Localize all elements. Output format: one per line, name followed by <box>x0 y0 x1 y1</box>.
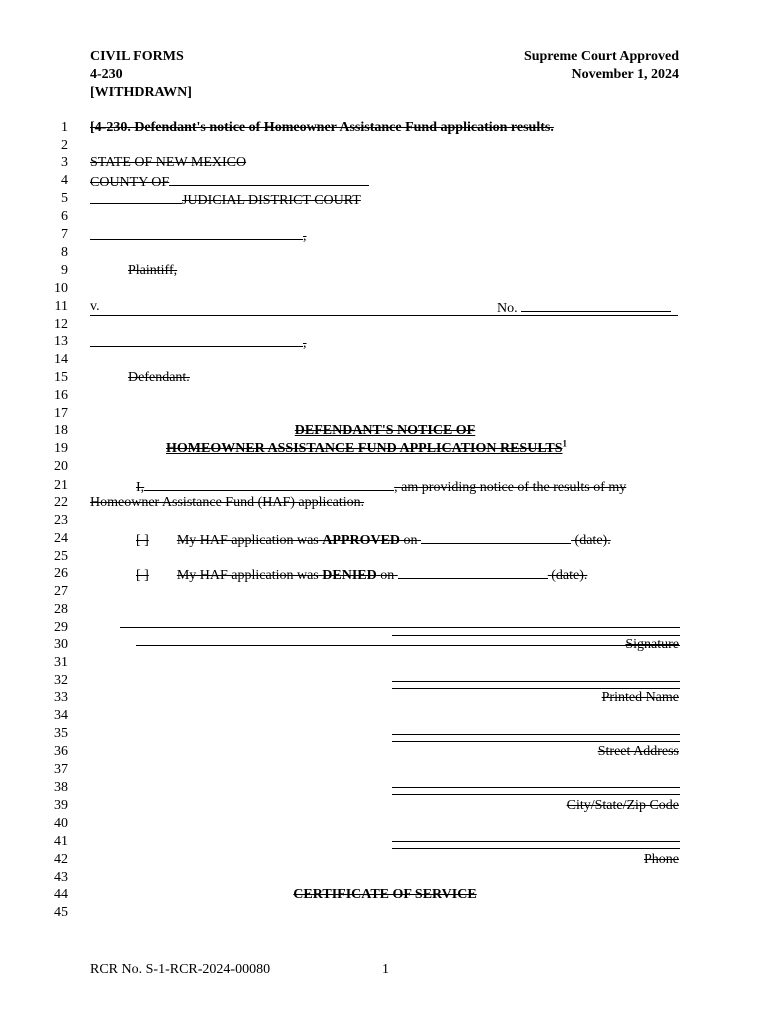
line-number: 42 <box>54 852 68 867</box>
line-number: 40 <box>54 816 68 831</box>
approved-text: My HAF application was <box>176 533 319 548</box>
approved-word: APPROVED <box>322 533 401 548</box>
statement-prefix: I, <box>136 480 145 495</box>
court-row <box>90 191 361 209</box>
denied-row <box>90 566 587 584</box>
street-address-label: Street Address <box>597 744 679 759</box>
line-number: 8 <box>61 245 68 260</box>
notice-title-2-row <box>166 438 567 457</box>
defendant-label: Defendant. <box>128 370 190 385</box>
line-number: 31 <box>54 655 68 670</box>
denied-on: on <box>380 568 395 583</box>
signature-label: Signature <box>625 637 679 652</box>
defendant-name-blank <box>90 334 303 347</box>
line-number: 27 <box>54 584 68 599</box>
line-number: 18 <box>54 423 68 438</box>
plaintiff-row <box>90 263 177 279</box>
header-left-1: CIVIL FORMS <box>90 49 184 64</box>
approved-on: on <box>403 533 418 548</box>
phone-label: Phone <box>644 852 679 867</box>
printed-name-line-2 <box>392 688 680 689</box>
plaintiff-name-blank <box>90 227 303 240</box>
denied-date-label: (date). <box>551 568 588 583</box>
county-row <box>90 173 369 191</box>
defendant-name-row <box>90 334 307 352</box>
state-label: STATE OF NEW MEXICO <box>90 155 247 170</box>
approved-row <box>90 531 611 549</box>
denied-checkbox: [ ] <box>136 568 149 583</box>
line-number: 9 <box>61 263 68 278</box>
statement-row-1 <box>136 478 626 496</box>
line-number: 32 <box>54 673 68 688</box>
line-number: 11 <box>54 299 68 314</box>
defendant-comma: , <box>303 336 307 351</box>
line-number: 24 <box>54 531 68 546</box>
line-number: 5 <box>61 191 68 206</box>
line-number: 1 <box>61 120 68 135</box>
approved-date-blank <box>421 531 571 544</box>
line-number: 36 <box>54 744 68 759</box>
certificate-title: CERTIFICATE OF SERVICE <box>293 887 477 902</box>
line-number: 28 <box>54 602 68 617</box>
case-no-row <box>497 299 671 317</box>
line-number: 10 <box>54 281 68 296</box>
line-number: 15 <box>54 370 68 385</box>
line-number: 2 <box>61 138 68 153</box>
line-number: 6 <box>61 209 68 224</box>
footer-page-number: 1 <box>382 962 389 977</box>
phone-line-2 <box>392 848 680 849</box>
statement-row-2: Homeowner Assistance Fund (HAF) application. <box>90 495 365 510</box>
line-number: 33 <box>54 690 68 705</box>
footer-rcr: RCR No. S-1-RCR-2024-00080 <box>90 962 271 977</box>
line-number: 29 <box>54 620 68 635</box>
signature-line <box>392 635 680 636</box>
line-number: 39 <box>54 798 68 813</box>
city-line-1 <box>392 787 680 788</box>
notice-title-2: HOMEOWNER ASSISTANCE FUND APPLICATION RESULTS <box>166 441 563 456</box>
line-number: 38 <box>54 780 68 795</box>
line-number: 44 <box>54 887 68 902</box>
plaintiff-label: Plaintiff, <box>128 263 178 278</box>
name-blank <box>144 478 394 491</box>
line-number: 4 <box>61 173 68 188</box>
denied-text: My HAF application was <box>176 568 319 583</box>
line-number: 45 <box>54 905 68 920</box>
header-left-3: [WITHDRAWN] <box>90 85 192 100</box>
line-number: 37 <box>54 762 68 777</box>
line-number: 43 <box>54 870 68 885</box>
line-number: 7 <box>61 227 68 242</box>
denied-word: DENIED <box>322 568 377 583</box>
line-number: 16 <box>54 388 68 403</box>
line-number: 12 <box>54 317 68 332</box>
footnote-mark: 1 <box>562 438 567 449</box>
signature-line-top <box>120 627 680 628</box>
street-address-line-1 <box>392 734 680 735</box>
city-state-zip-label: City/State/Zip Code <box>566 798 679 813</box>
line-number: 35 <box>54 726 68 741</box>
line-number: 30 <box>54 637 68 652</box>
line-number: 13 <box>54 334 68 349</box>
header-left-2: 4-230 <box>90 67 123 82</box>
line-number: 26 <box>54 566 68 581</box>
court-label: JUDICIAL DISTRICT COURT <box>182 193 361 208</box>
header-right-1: Supreme Court Approved <box>523 49 679 64</box>
form-title: [4-230. Defendant's notice of Homeowner Assistance Fund application results. <box>90 120 554 135</box>
versus-label: v. <box>90 299 100 314</box>
phone-line-1 <box>392 841 680 842</box>
signature-strike <box>136 645 680 646</box>
case-no-blank <box>521 299 671 312</box>
header-right-2: November 1, 2024 <box>571 67 679 82</box>
line-number: 21 <box>54 478 68 493</box>
line-number: 22 <box>54 495 68 510</box>
line-number: 17 <box>54 406 68 421</box>
district-blank <box>90 191 182 204</box>
printed-name-line-1 <box>392 681 680 682</box>
plaintiff-name-row <box>90 227 307 245</box>
line-number: 23 <box>54 513 68 528</box>
approved-checkbox: [ ] <box>136 533 149 548</box>
line-number: 25 <box>54 549 68 564</box>
county-label: COUNTY OF <box>90 175 170 190</box>
line-number: 41 <box>54 834 68 849</box>
street-address-line-2 <box>392 741 680 742</box>
defendant-row <box>90 370 190 386</box>
printed-name-label: Printed Name <box>601 690 679 705</box>
approved-date-label: (date). <box>574 533 611 548</box>
line-number: 14 <box>54 352 68 367</box>
notice-title-1: DEFENDANT'S NOTICE OF <box>294 423 476 438</box>
denied-date-blank <box>398 566 548 579</box>
county-blank <box>169 173 369 186</box>
case-no-label: No. <box>497 301 518 316</box>
city-line-2 <box>392 794 680 795</box>
plaintiff-comma: , <box>303 229 307 244</box>
statement-suffix: , am providing notice of the results of my <box>394 480 627 495</box>
line-number: 34 <box>54 708 68 723</box>
line-number: 3 <box>61 155 68 170</box>
line-number: 19 <box>54 441 68 456</box>
line-number: 20 <box>54 459 68 474</box>
